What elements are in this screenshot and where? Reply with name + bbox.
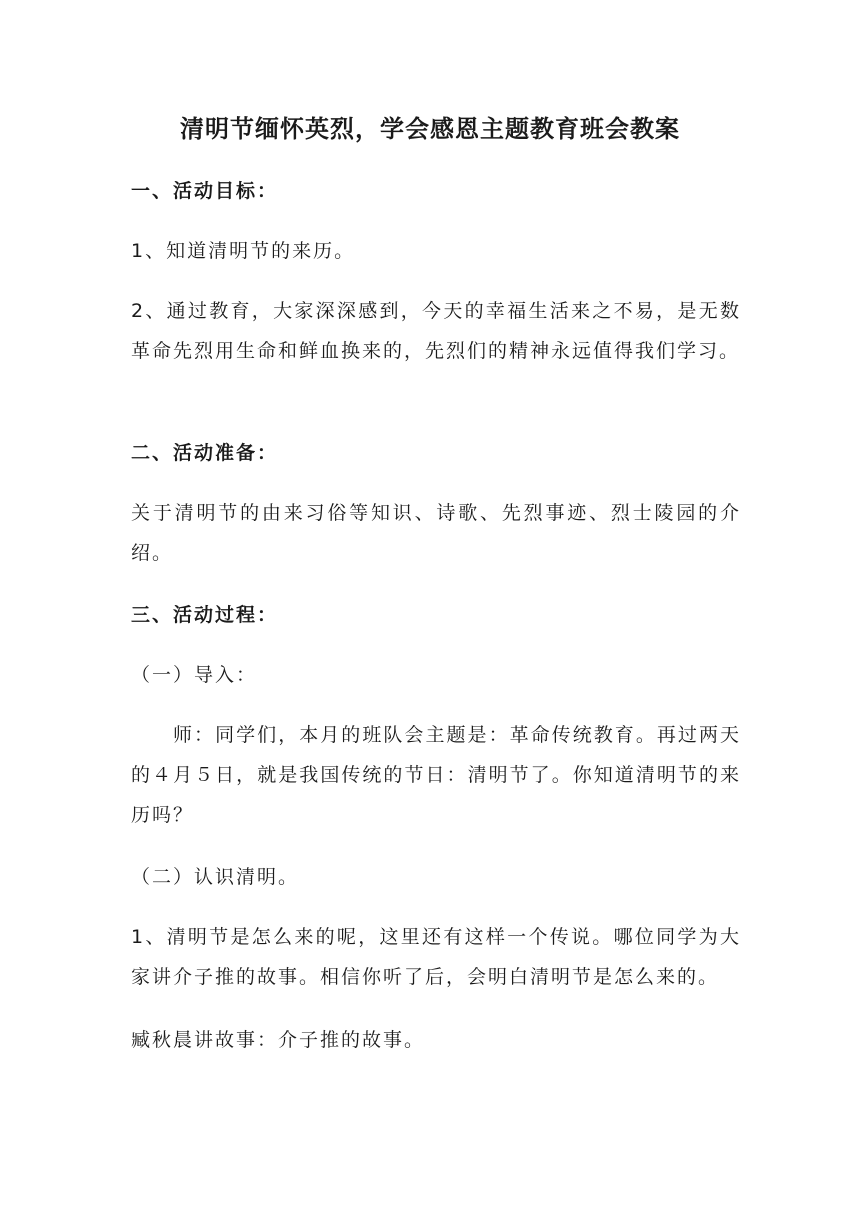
process-story-line: 臧秋晨讲故事：介子推的故事。: [131, 1029, 426, 1051]
document-title: 清明节缅怀英烈，学会感恩主题教育班会教案: [180, 115, 680, 143]
section-heading-preparation: 二、活动准备：: [131, 442, 279, 464]
preparation-text: 关于清明节的由来习俗等知识、诗歌、先烈事迹、烈士陵园的介绍。: [131, 502, 741, 564]
process-intro-heading: （一）导入：: [131, 664, 258, 686]
process-know-heading: （二）认识清明。: [131, 866, 300, 888]
process-know-text: 1、清明节是怎么来的呢，这里还有这样一个传说。哪位同学为大家讲介子推的故事。相信你听了后，会明白清明节是怎么来的。: [131, 926, 741, 988]
goal-item-2: 2、通过教育，大家深深感到，今天的幸福生活来之不易，是无数革命先烈用生命和鲜血换来的，先烈们的精神永远值得我们学习。: [131, 300, 741, 362]
process-intro-text: 师：同学们，本月的班队会主题是：革命传统教育。再过两天的４月５日，就是我国传统的节日：清明节了。你知道清明节的来历吗？: [131, 724, 741, 826]
section-heading-process: 三、活动过程：: [131, 604, 279, 626]
section-heading-goals: 一、活动目标：: [131, 180, 279, 202]
goal-item-1: 1、知道清明节的来历。: [131, 240, 356, 262]
